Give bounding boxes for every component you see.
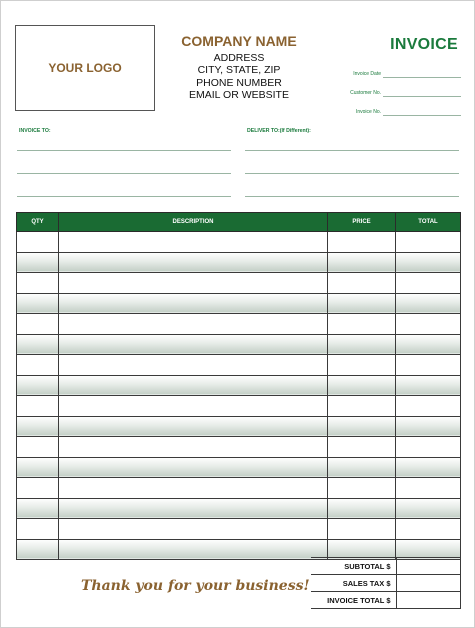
- description-cell[interactable]: [59, 232, 328, 253]
- invoice-date-label: Invoice Date: [353, 71, 381, 77]
- subtotal-row: [311, 558, 460, 575]
- qty-cell[interactable]: [17, 539, 59, 560]
- invoice-to-line-2[interactable]: [17, 173, 231, 174]
- description-cell[interactable]: [59, 334, 328, 355]
- sales-tax-label: SALES TAX $: [311, 575, 396, 592]
- price-cell[interactable]: [328, 293, 396, 314]
- qty-cell[interactable]: [17, 375, 59, 396]
- table-row: [17, 375, 461, 396]
- sales-tax-row: [311, 575, 460, 592]
- qty-cell[interactable]: [17, 314, 59, 335]
- price-header: PRICE: [328, 213, 396, 232]
- total-cell[interactable]: [396, 273, 461, 294]
- price-cell[interactable]: [328, 252, 396, 273]
- total-header: TOTAL: [396, 213, 461, 232]
- total-cell[interactable]: [396, 293, 461, 314]
- customer-no-line: [383, 96, 461, 97]
- description-cell[interactable]: [59, 375, 328, 396]
- line-items-body: [17, 232, 461, 560]
- company-city-state-zip: CITY, STATE, ZIP: [197, 64, 281, 77]
- table-row: [17, 478, 461, 499]
- customer-no-label: Customer No.: [350, 90, 381, 96]
- total-cell[interactable]: [396, 478, 461, 499]
- description-cell[interactable]: [59, 539, 328, 560]
- totals-table: [311, 557, 461, 609]
- price-cell[interactable]: [328, 478, 396, 499]
- price-cell[interactable]: [328, 519, 396, 540]
- price-cell[interactable]: [328, 396, 396, 417]
- description-cell[interactable]: [59, 416, 328, 437]
- qty-cell[interactable]: [17, 457, 59, 478]
- total-cell[interactable]: [396, 457, 461, 478]
- total-cell[interactable]: [396, 396, 461, 417]
- invoice-to-line-3[interactable]: [17, 196, 231, 197]
- qty-cell[interactable]: [17, 273, 59, 294]
- total-cell[interactable]: [396, 355, 461, 376]
- invoice-no-label: Invoice No.: [355, 109, 381, 115]
- price-cell[interactable]: [328, 355, 396, 376]
- company-phone: PHONE NUMBER: [196, 76, 282, 89]
- description-cell[interactable]: [59, 293, 328, 314]
- price-cell[interactable]: [328, 457, 396, 478]
- total-cell[interactable]: [396, 437, 461, 458]
- total-cell[interactable]: [396, 252, 461, 273]
- qty-cell[interactable]: [17, 478, 59, 499]
- invoice-to-line-1[interactable]: [17, 150, 231, 151]
- invoice-date-line: [383, 77, 461, 78]
- thank-you-note: Thank you for your business!: [81, 578, 310, 594]
- price-cell[interactable]: [328, 334, 396, 355]
- deliver-to-line-1[interactable]: [245, 150, 459, 151]
- invoice-to-label: INVOICE TO:: [19, 128, 51, 134]
- deliver-to-label: DELIVER TO:(If Different):: [247, 128, 311, 134]
- invoice-date-field[interactable]: [331, 71, 461, 81]
- qty-cell[interactable]: [17, 498, 59, 519]
- table-row: [17, 273, 461, 294]
- qty-cell[interactable]: [17, 437, 59, 458]
- invoice-total-label: INVOICE TOTAL $: [311, 592, 396, 609]
- description-cell[interactable]: [59, 314, 328, 335]
- qty-cell[interactable]: [17, 252, 59, 273]
- company-name: COMPANY NAME: [181, 33, 297, 49]
- table-row: [17, 396, 461, 417]
- deliver-to-line-2[interactable]: [245, 173, 459, 174]
- invoice-title: INVOICE: [390, 36, 458, 53]
- description-header: DESCRIPTION: [59, 213, 328, 232]
- price-cell[interactable]: [328, 314, 396, 335]
- invoice-no-field[interactable]: [331, 109, 461, 119]
- table-row: [17, 355, 461, 376]
- table-row: [17, 314, 461, 335]
- logo-text: YOUR LOGO: [48, 61, 122, 75]
- table-row: [17, 334, 461, 355]
- logo-placeholder: [15, 25, 155, 111]
- description-cell[interactable]: [59, 519, 328, 540]
- invoice-total-cell[interactable]: [396, 592, 460, 609]
- customer-no-field[interactable]: [331, 90, 461, 100]
- qty-cell[interactable]: [17, 416, 59, 437]
- total-cell[interactable]: [396, 232, 461, 253]
- description-cell[interactable]: [59, 457, 328, 478]
- price-cell[interactable]: [328, 437, 396, 458]
- description-cell[interactable]: [59, 478, 328, 499]
- table-row: [17, 416, 461, 437]
- total-cell[interactable]: [396, 375, 461, 396]
- total-cell[interactable]: [396, 498, 461, 519]
- total-cell[interactable]: [396, 314, 461, 335]
- qty-cell[interactable]: [17, 519, 59, 540]
- price-cell[interactable]: [328, 498, 396, 519]
- qty-cell[interactable]: [17, 355, 59, 376]
- description-cell[interactable]: [59, 355, 328, 376]
- qty-header: QTY: [17, 213, 59, 232]
- invoice-total-row: [311, 592, 460, 609]
- table-row: [17, 232, 461, 253]
- sales-tax-cell[interactable]: [396, 575, 460, 592]
- description-cell[interactable]: [59, 396, 328, 417]
- total-cell[interactable]: [396, 334, 461, 355]
- company-email: EMAIL OR WEBSITE: [189, 88, 289, 101]
- total-cell[interactable]: [396, 416, 461, 437]
- price-cell[interactable]: [328, 416, 396, 437]
- invoice-no-line: [383, 115, 461, 116]
- subtotal-label: SUBTOTAL $: [311, 558, 396, 575]
- line-items-table: [16, 212, 461, 560]
- company-address: ADDRESS: [213, 52, 265, 64]
- qty-cell[interactable]: [17, 232, 59, 253]
- table-row: [17, 519, 461, 540]
- table-row: [17, 293, 461, 314]
- qty-cell[interactable]: [17, 293, 59, 314]
- table-row: [17, 252, 461, 273]
- price-cell[interactable]: [328, 375, 396, 396]
- deliver-to-line-3[interactable]: [245, 196, 459, 197]
- total-cell[interactable]: [396, 519, 461, 540]
- table-row: [17, 498, 461, 519]
- description-cell[interactable]: [59, 252, 328, 273]
- description-cell[interactable]: [59, 273, 328, 294]
- subtotal-cell[interactable]: [396, 558, 460, 575]
- description-cell[interactable]: [59, 498, 328, 519]
- price-cell[interactable]: [328, 273, 396, 294]
- price-cell[interactable]: [328, 232, 396, 253]
- description-cell[interactable]: [59, 437, 328, 458]
- table-row: [17, 437, 461, 458]
- company-info: [169, 33, 309, 101]
- table-header-row: [17, 213, 461, 232]
- qty-cell[interactable]: [17, 334, 59, 355]
- qty-cell[interactable]: [17, 396, 59, 417]
- table-row: [17, 457, 461, 478]
